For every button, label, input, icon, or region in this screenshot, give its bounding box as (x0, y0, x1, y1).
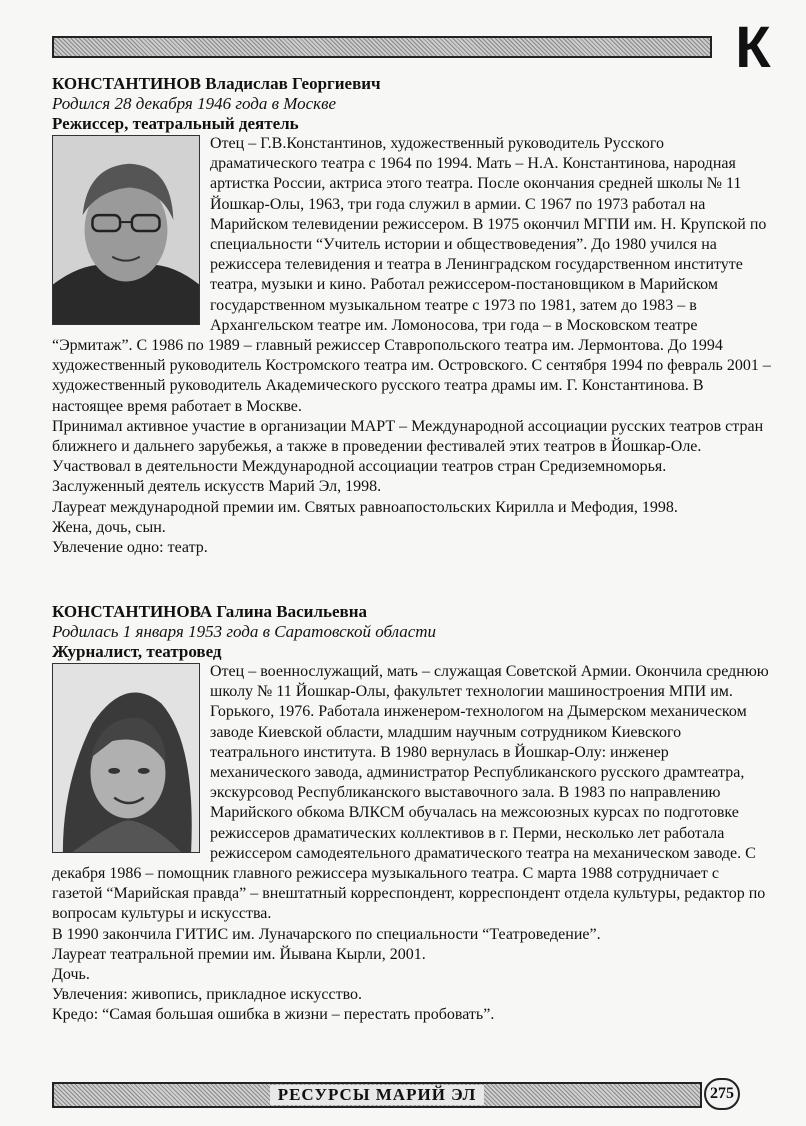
footer-title: РЕСУРСЫ МАРИЙ ЭЛ (270, 1085, 485, 1105)
entry-birth: Родился 28 декабря 1946 года в Москве (52, 94, 337, 113)
entry-paragraph: В 1990 закончила ГИТИС им. Луначарского по специальности “Театроведение”. (52, 925, 601, 943)
entry-paragraph: Отец – Г.В.Константинов, художественный руководитель Русского драматического театра с 1964 по 1994. Мать – Н.А. Константинова, народная артистка России, актриса этого театра. После окончания средней школы № 11 Йошкар-Олы, 1963, три года служил в армии. С 1967 по 1973 работал на Марийском телевидении режиссером. В 1975 окончил МГПИ им. Н. Крупской по специальности “Учитель истории и обществоведения”. До 1980 учился на режиссера телевидения и театра в Ленинградском государственном институте театра, музыки и кино. Работал режиссером-постановщиком в Марийском государственном музыкальном театре с 1973 по 1981, затем до 1983 – в Архангельском театре им. Ломоносова, три года – в Московском театре “Эрмитаж”. С 1986 по 1989 – главный режиссер Ставропольского театра им. Лермонтова. До 1994 художественный руководитель Костромского театра им. Островского. С сентября 1994 по февраль 2001 – художественный руководитель Академического русского театра драмы им. Г. Константинова. В настоящее время работает в Москве. (52, 135, 771, 415)
biography-entry (52, 602, 772, 1026)
entry-paragraph: Принимал активное участие в организации МАРТ – Международной ассоциации русских театров стран ближнего и дальнего зарубежья, а также в проведении фестивалей этих театров в Йошкар-Оле. Участвовал в деятельности Международной ассоциации театров стран Средиземноморья. (52, 417, 764, 476)
entry-paragraph: Дочь. (52, 966, 90, 984)
portrait-photo (52, 135, 200, 325)
entry-paragraph: Увлечения: живопись, прикладное искусство. (52, 986, 363, 1004)
biography-entry (52, 74, 772, 558)
entry-paragraph: Отец – военнослужащий, мать – служащая Советской Армии. Окончила среднюю школу № 11 Йошкар-Олы, факультет технологии машиностроения МПИ им. Горького, 1976. Работала инженером-технологом на Дымерском механическом заводе Киевской области, младшим научным сотрудником Киевского театрального института. В 1980 вернулась в Йошкар-Олу: инженер механического завода, администратор Республиканского русского драмтеатра, экскурсовод Республиканского выставочного зала. В 1983 по направлению Марийского обкома ВЛКСМ обучалась на межсоюзных курсах по подготовке режиссеров драматических коллективов в г. Перми, несколько лет работала режиссером самодеятельного драматического театра на механическом заводе. С декабря 1986 – помощник главного режиссера музыкального театра. С марта 1988 сотрудничает с газетой “Марийская правда” – внештатный корреспондент, корреспондент отдела культуры, редактор по вопросам культуры и искусства. (52, 663, 769, 923)
entry-body (52, 134, 772, 558)
entry-paragraph: Лауреат международной премии им. Святых равноапостольских Кирилла и Мефодия, 1998. (52, 498, 678, 516)
entry-birth: Родилась 1 января 1953 года в Саратовской области (52, 622, 437, 641)
entry-name: КОНСТАНТИНОВ Владислав Георгиевич (52, 74, 381, 93)
entry-paragraph: Увлечение одно: театр. (52, 539, 208, 557)
entry-paragraph: Кредо: “Самая большая ошибка в жизни – перестать пробовать”. (52, 1006, 495, 1024)
section-letter: К (735, 15, 771, 80)
entry-profession: Журналист, театровед (52, 642, 222, 661)
page-number: 275 (704, 1078, 740, 1110)
entry-paragraph: Заслуженный деятель искусств Марий Эл, 1998. (52, 478, 382, 496)
header-decorative-band (52, 36, 712, 58)
entry-paragraph: Жена, дочь, сын. (52, 518, 166, 536)
footer-band (52, 1082, 702, 1108)
entry-name: КОНСТАНТИНОВА Галина Васильевна (52, 602, 367, 621)
entry-profession: Режиссер, театральный деятель (52, 114, 299, 133)
entry-body (52, 662, 772, 1026)
entry-paragraph: Лауреат театральной премии им. Йывана Кырли, 2001. (52, 945, 426, 963)
portrait-photo (52, 663, 200, 853)
